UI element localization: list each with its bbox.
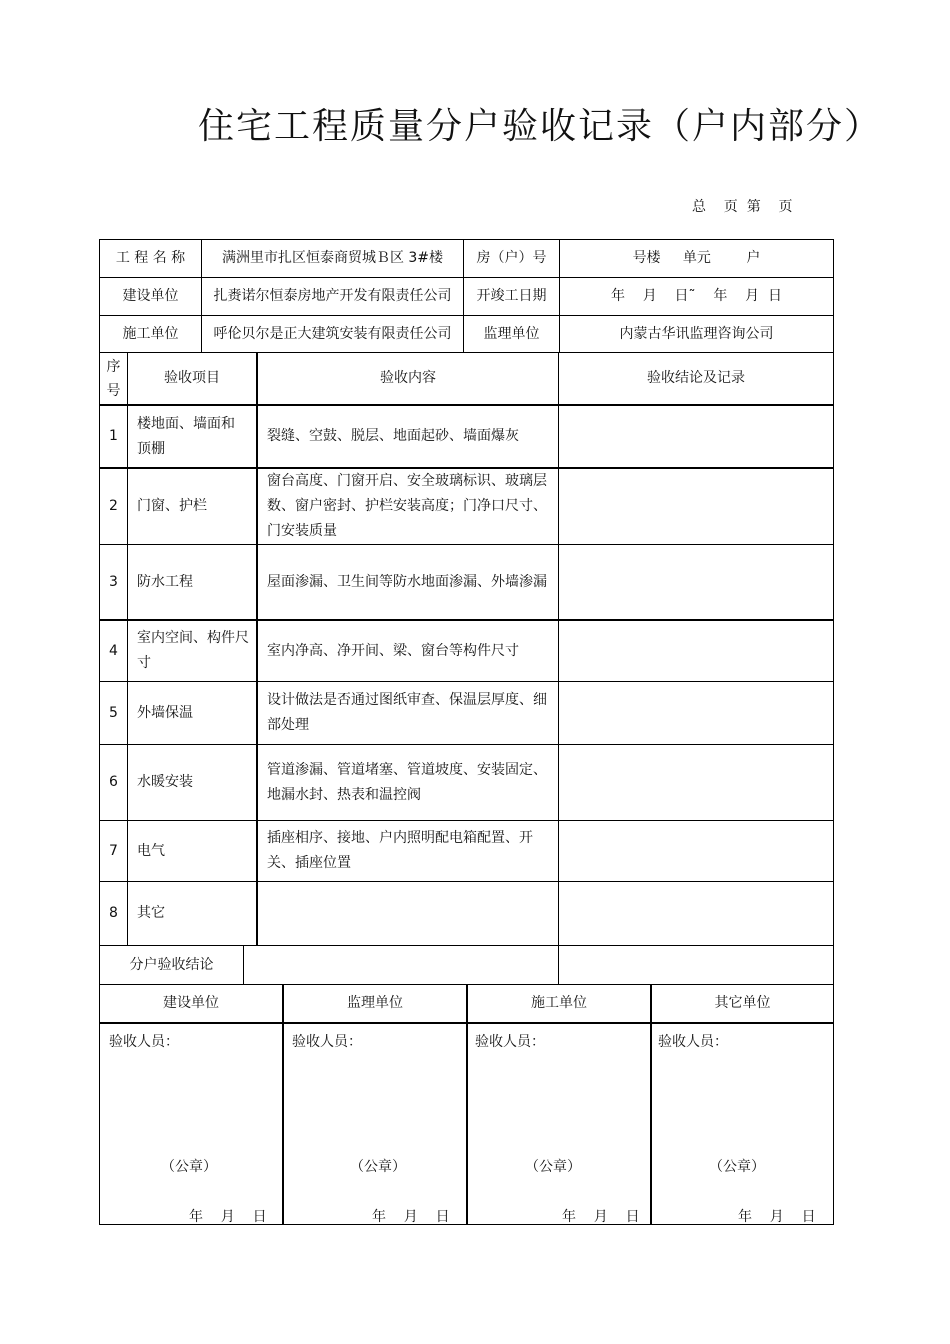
dates-value: 年 月 日˜ 年 月 日 bbox=[610, 288, 783, 304]
row-3-result[interactable] bbox=[559, 545, 833, 619]
project-name-label: 工 程 名 称 bbox=[115, 250, 186, 266]
row-8-result[interactable] bbox=[559, 882, 833, 945]
sig-supervisor-inspector[interactable]: 验收人员： bbox=[292, 1034, 362, 1050]
row-6-content: 管道渗漏、管道堵塞、管道坡度、安装固定、地漏水封、热表和温控阀 bbox=[267, 761, 547, 803]
sig-constructor-inspector[interactable]: 验收人员： bbox=[475, 1034, 545, 1050]
sig-other-date[interactable]: 年 月 日 bbox=[738, 1209, 816, 1225]
sig-supervisor-date[interactable]: 年 月 日 bbox=[372, 1209, 450, 1225]
row-8-content[interactable] bbox=[258, 882, 558, 945]
row-3-item: 防水工程 bbox=[137, 573, 193, 590]
row-2-result[interactable] bbox=[559, 469, 833, 544]
sig-other-unit: 其它单位 bbox=[714, 995, 771, 1011]
sig-builder-date[interactable]: 年 月 日 bbox=[189, 1209, 267, 1225]
row-5-content: 设计做法是否通过图纸审查、保温层厚度、细部处理 bbox=[267, 692, 547, 733]
sig-supervisor-unit: 监理单位 bbox=[347, 995, 403, 1011]
row-3-seq: 3 bbox=[109, 573, 118, 590]
builder-label: 建设单位 bbox=[122, 288, 179, 304]
room-number-value: 号楼 单元 户 bbox=[632, 250, 761, 266]
conclusion-remarks-field[interactable] bbox=[559, 946, 833, 984]
page-title: 住宅工程质量分户验收记录（户内部分） bbox=[198, 106, 883, 147]
row-1-seq: 1 bbox=[109, 428, 118, 444]
constructor-label: 施工单位 bbox=[122, 325, 179, 342]
row-4-content: 室内净高、净开间、梁、窗台等构件尺寸 bbox=[267, 642, 519, 659]
column-header-seq: 序号 bbox=[106, 358, 121, 399]
supervisor-value: 内蒙古华讯监理咨询公司 bbox=[619, 325, 774, 342]
supervisor-label: 监理单位 bbox=[483, 325, 540, 342]
row-6-result[interactable] bbox=[559, 745, 833, 820]
row-2-item: 门窗、护栏 bbox=[137, 498, 207, 514]
row-8-item: 其它 bbox=[137, 905, 165, 921]
inspection-form bbox=[99, 239, 834, 1225]
column-header-item: 验收项目 bbox=[164, 370, 220, 386]
dates-label: 开竣工日期 bbox=[476, 288, 547, 304]
sig-constructor-date[interactable]: 年 月 日 bbox=[562, 1209, 640, 1225]
row-6-seq: 6 bbox=[109, 774, 118, 790]
column-header-content: 验收内容 bbox=[380, 370, 436, 386]
row-7-content: 插座相序、接地、户内照明配电箱配置、开关、插座位置 bbox=[267, 830, 533, 871]
project-name-value: 满洲里市扎区恒泰商贸城Ｂ区 3#楼 bbox=[221, 250, 444, 266]
row-4-seq: 4 bbox=[109, 642, 118, 659]
sig-other-seal: （公章） bbox=[709, 1159, 765, 1175]
column-header-result: 验收结论及记录 bbox=[647, 370, 745, 386]
row-7-result[interactable] bbox=[559, 821, 833, 881]
row-6-item: 水暖安装 bbox=[137, 774, 193, 790]
row-1-result[interactable] bbox=[559, 406, 833, 467]
constructor-value: 呼伦贝尔是正大建筑安装有限责任公司 bbox=[213, 325, 452, 342]
row-7-seq: 7 bbox=[109, 842, 118, 859]
sig-builder-unit: 建设单位 bbox=[163, 995, 219, 1011]
row-7-item: 电气 bbox=[137, 842, 165, 859]
sig-builder-inspector[interactable]: 验收人员： bbox=[109, 1034, 179, 1050]
room-number-label: 房（户）号 bbox=[476, 250, 547, 266]
row-2-content: 窗台高度、门窗开启、安全玻璃标识、玻璃层数、窗户密封、护栏安装高度；门净口尺寸、门安装质量 bbox=[267, 473, 547, 539]
row-2-seq: 2 bbox=[109, 498, 118, 514]
sig-constructor-seal: （公章） bbox=[525, 1159, 581, 1175]
builder-value: 扎赉诺尔恒泰房地产开发有限责任公司 bbox=[213, 288, 452, 304]
row-5-seq: 5 bbox=[109, 704, 118, 721]
sig-other-inspector[interactable]: 验收人员： bbox=[658, 1034, 728, 1050]
row-4-result[interactable] bbox=[559, 621, 833, 681]
page-number-info: 总 页 第 页 bbox=[692, 199, 793, 215]
sig-builder-seal: （公章） bbox=[161, 1159, 217, 1175]
conclusion-label: 分户验收结论 bbox=[129, 956, 214, 973]
row-5-item: 外墙保温 bbox=[137, 704, 193, 721]
row-1-item: 楼地面、墙面和顶棚 bbox=[137, 415, 235, 457]
conclusion-field[interactable] bbox=[244, 946, 558, 984]
row-1-content: 裂缝、空鼓、脱层、地面起砂、墙面爆灰 bbox=[267, 428, 519, 444]
row-8-seq: 8 bbox=[109, 905, 118, 921]
row-4-item: 室内空间、构件尺寸 bbox=[137, 630, 249, 671]
sig-supervisor-seal: （公章） bbox=[350, 1159, 406, 1175]
row-3-content: 屋面渗漏、卫生间等防水地面渗漏、外墙渗漏 bbox=[267, 573, 547, 590]
sig-constructor-unit: 施工单位 bbox=[531, 995, 587, 1011]
row-5-result[interactable] bbox=[559, 682, 833, 744]
